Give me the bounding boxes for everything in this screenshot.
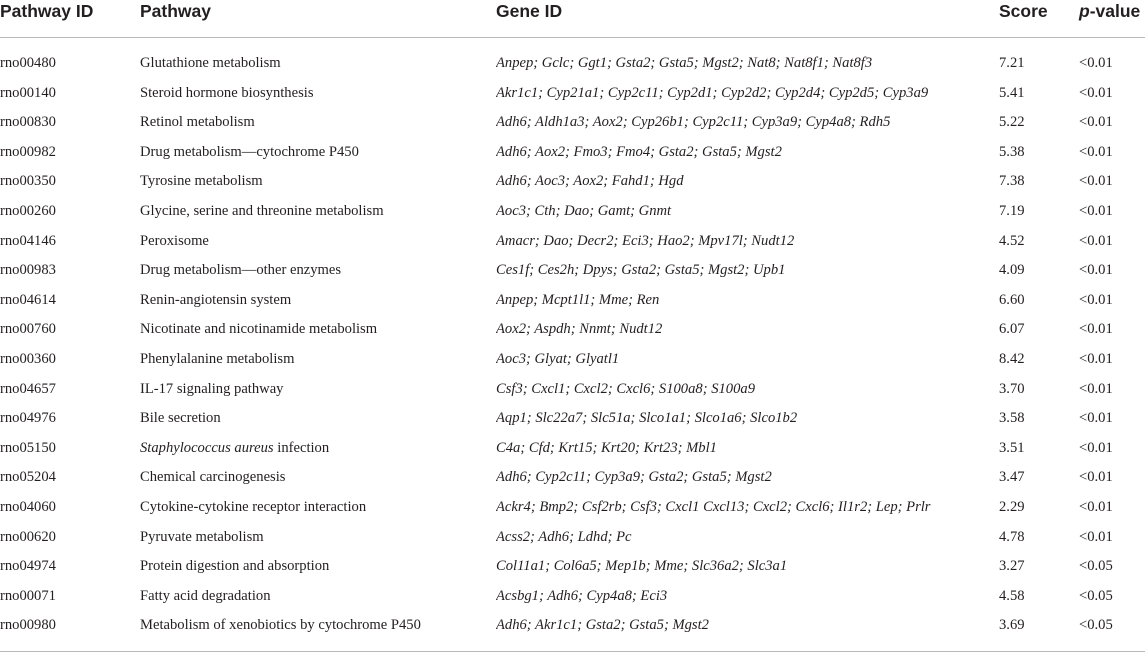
gene-id-cell: Acsbg1; Adh6; Cyp4a8; Eci3 <box>496 587 668 604</box>
table-header-row <box>0 0 1145 38</box>
pathway-id-cell: rno00350 <box>0 173 56 190</box>
pathway-id-cell: rno05150 <box>0 439 56 456</box>
pathway-id-cell: rno00760 <box>0 321 56 338</box>
gene-id-cell: Acss2; Adh6; Ldhd; Pc <box>496 528 632 545</box>
pathway-id-cell: rno00983 <box>0 262 56 279</box>
pathway-id-cell: rno00620 <box>0 528 56 545</box>
gene-id-cell: C4a; Cfd; Krt15; Krt20; Krt23; Mbl1 <box>496 439 717 456</box>
score-cell: 6.07 <box>999 321 1025 338</box>
header-pathway: Pathway <box>140 1 211 21</box>
pathway-id-cell: rno00980 <box>0 617 56 634</box>
pathway-name-cell: Metabolism of xenobiotics by cytochrome P450 <box>140 617 421 634</box>
pathway-name-cell: Peroxisome <box>140 232 209 249</box>
pathway-name-cell: Pyruvate metabolism <box>140 528 264 545</box>
p-value-cell: <0.01 <box>1079 114 1113 131</box>
pathway-name-cell: Nicotinate and nicotinamide metabolism <box>140 321 378 338</box>
score-cell: 7.19 <box>999 202 1025 219</box>
header-gene-id: Gene ID <box>496 1 563 21</box>
header-pathway-id: Pathway ID <box>0 1 94 21</box>
p-value-cell: <0.01 <box>1079 84 1113 101</box>
score-cell: 7.38 <box>999 173 1025 190</box>
pathway-name-cell: Glycine, serine and threonine metabolism <box>140 202 384 219</box>
p-value-cell: <0.01 <box>1079 469 1113 486</box>
table-row <box>0 197 1145 227</box>
pathway-name-cell: Bile secretion <box>140 410 221 427</box>
score-cell: 6.60 <box>999 291 1025 308</box>
pathway-name-cell: Protein digestion and absorption <box>140 558 330 575</box>
p-value-cell: <0.01 <box>1079 410 1113 427</box>
p-value-cell: <0.05 <box>1079 587 1113 604</box>
pathway-name-cell: Chemical carcinogenesis <box>140 469 286 486</box>
table-row <box>0 434 1145 464</box>
header-p-letter: p <box>1079 1 1090 21</box>
p-value-cell: <0.01 <box>1079 498 1113 515</box>
pathway-id-cell: rno04614 <box>0 291 56 308</box>
pathway-name-cell: Retinol metabolism <box>140 114 255 131</box>
table-row <box>0 463 1145 493</box>
pathway-id-cell: rno00360 <box>0 350 56 367</box>
table-body <box>0 49 1145 641</box>
pathway-id-cell: rno04974 <box>0 558 56 575</box>
score-cell: 7.21 <box>999 55 1025 71</box>
p-value-cell: <0.01 <box>1079 55 1113 71</box>
gene-id-cell: Aoc3; Glyat; Glyatl1 <box>496 350 620 367</box>
score-cell: 8.42 <box>999 350 1025 367</box>
table-row <box>0 552 1145 582</box>
score-cell: 3.51 <box>999 439 1025 456</box>
pathway-name-cell: Phenylalanine metabolism <box>140 350 295 367</box>
table-bottom-rule <box>0 651 1145 652</box>
pathway-id-cell: rno00982 <box>0 143 56 160</box>
gene-id-cell: Adh6; Cyp2c11; Cyp3a9; Gsta2; Gsta5; Mgst2 <box>496 469 772 486</box>
pathway-name-cell: Tyrosine metabolism <box>140 173 263 190</box>
gene-id-cell: Aqp1; Slc22a7; Slc51a; Slco1a1; Slco1a6; Slco1b2 <box>496 410 798 427</box>
table-row <box>0 49 1145 79</box>
pathway-id-cell: rno00140 <box>0 84 56 101</box>
gene-id-cell: Akr1c1; Cyp21a1; Cyp2c11; Cyp2d1; Cyp2d2; Cyp2d4; Cyp2d5; Cyp3a9 <box>496 84 929 101</box>
gene-id-cell: Col11a1; Col6a5; Mep1b; Mme; Slc36a2; Slc3a1 <box>496 558 788 575</box>
score-cell: 5.22 <box>999 114 1025 131</box>
gene-id-cell: Anpep; Mcpt1l1; Mme; Ren <box>496 291 660 308</box>
gene-id-cell: Adh6; Aoc3; Aox2; Fahd1; Hgd <box>496 173 684 190</box>
pathway-name-cell: Fatty acid degradation <box>140 587 271 604</box>
gene-id-cell: Adh6; Aox2; Fmo3; Fmo4; Gsta2; Gsta5; Mgst2 <box>496 143 782 160</box>
header-p-suffix: -value <box>1089 1 1141 21</box>
p-value-cell: <0.01 <box>1079 321 1113 338</box>
table-row <box>0 375 1145 405</box>
pathway-name-cell: IL-17 signaling pathway <box>140 380 284 397</box>
p-value-cell: <0.01 <box>1079 528 1113 545</box>
p-value-cell: <0.01 <box>1079 173 1113 190</box>
pathway-id-cell: rno04146 <box>0 232 56 249</box>
gene-id-cell: Csf3; Cxcl1; Cxcl2; Cxcl6; S100a8; S100a9 <box>496 380 755 397</box>
pathway-name-cell: Renin-angiotensin system <box>140 291 292 308</box>
table-row <box>0 315 1145 345</box>
score-cell: 3.58 <box>999 410 1025 427</box>
p-value-cell: <0.01 <box>1079 202 1113 219</box>
pathway-id-cell: rno00830 <box>0 114 56 131</box>
p-value-cell: <0.01 <box>1079 291 1113 308</box>
table-row <box>0 138 1145 168</box>
gene-id-cell: Amacr; Dao; Decr2; Eci3; Hao2; Mpv17l; Nudt12 <box>496 232 795 249</box>
pathway-id-cell: rno04976 <box>0 410 56 427</box>
score-cell: 5.38 <box>999 143 1025 160</box>
gene-id-cell: Ces1f; Ces2h; Dpys; Gsta2; Gsta5; Mgst2; Upb1 <box>496 262 786 279</box>
table-row <box>0 167 1145 197</box>
pathway-name-rest: infection <box>273 439 330 456</box>
pathway-name-cell: Cytokine-cytokine receptor interaction <box>140 498 367 515</box>
score-cell: 3.70 <box>999 380 1025 397</box>
p-value-cell: <0.01 <box>1079 350 1113 367</box>
score-cell: 4.58 <box>999 587 1025 604</box>
gene-id-cell: Adh6; Akr1c1; Gsta2; Gsta5; Mgst2 <box>496 617 709 634</box>
table-row <box>0 345 1145 375</box>
table-row <box>0 108 1145 138</box>
pathway-name-cell: Glutathione metabolism <box>140 55 281 71</box>
score-cell: 2.29 <box>999 498 1025 515</box>
table-row <box>0 523 1145 553</box>
table-row <box>0 286 1145 316</box>
p-value-cell: <0.01 <box>1079 439 1113 456</box>
pathway-id-cell: rno00480 <box>0 55 56 71</box>
p-value-cell: <0.05 <box>1079 617 1113 634</box>
score-cell: 3.47 <box>999 469 1025 486</box>
pathway-id-cell: rno04657 <box>0 380 56 397</box>
p-value-cell: <0.01 <box>1079 380 1113 397</box>
table-row <box>0 404 1145 434</box>
score-cell: 4.78 <box>999 528 1025 545</box>
pathway-id-cell: rno04060 <box>0 498 56 515</box>
gene-id-cell: Aoc3; Cth; Dao; Gamt; Gnmt <box>496 202 672 219</box>
score-cell: 5.41 <box>999 84 1025 101</box>
score-cell: 3.69 <box>999 617 1025 634</box>
p-value-cell: <0.01 <box>1079 232 1113 249</box>
header-p-value <box>1079 0 1145 38</box>
gene-id-cell: Ackr4; Bmp2; Csf2rb; Csf3; Cxcl1 Cxcl13; Cxcl2; Cxcl6; Il1r2; Lep; Prlr <box>496 498 931 515</box>
header-score: Score <box>999 1 1048 21</box>
gene-id-cell: Adh6; Aldh1a3; Aox2; Cyp26b1; Cyp2c11; Cyp3a9; Cyp4a8; Rdh5 <box>496 114 891 131</box>
pathway-id-cell: rno00260 <box>0 202 56 219</box>
score-cell: 4.52 <box>999 232 1025 249</box>
pathway-name-cell: Steroid hormone biosynthesis <box>140 84 314 101</box>
score-cell: 3.27 <box>999 558 1025 575</box>
gene-id-cell: Aox2; Aspdh; Nnmt; Nudt12 <box>496 321 663 338</box>
p-value-cell: <0.01 <box>1079 262 1113 279</box>
table-row <box>0 227 1145 257</box>
pathway-name-cell: Drug metabolism—cytochrome P450 <box>140 143 359 160</box>
table-row <box>0 256 1145 286</box>
score-cell: 4.09 <box>999 262 1025 279</box>
pathway-name-cell <box>140 434 496 464</box>
pathway-id-cell: rno00071 <box>0 587 56 604</box>
table-row <box>0 582 1145 612</box>
p-value-cell: <0.05 <box>1079 558 1113 575</box>
pathway-name-italic: Staphylococcus aureus <box>140 439 274 456</box>
gene-id-cell: Anpep; Gclc; Ggt1; Gsta2; Gsta5; Mgst2; Nat8; Nat8f1; Nat8f3 <box>496 55 873 71</box>
table-row <box>0 611 1145 641</box>
pathway-id-cell: rno05204 <box>0 469 56 486</box>
pathway-name-cell: Drug metabolism—other enzymes <box>140 262 342 279</box>
table-row <box>0 79 1145 109</box>
table-row <box>0 493 1145 523</box>
p-value-cell: <0.01 <box>1079 143 1113 160</box>
